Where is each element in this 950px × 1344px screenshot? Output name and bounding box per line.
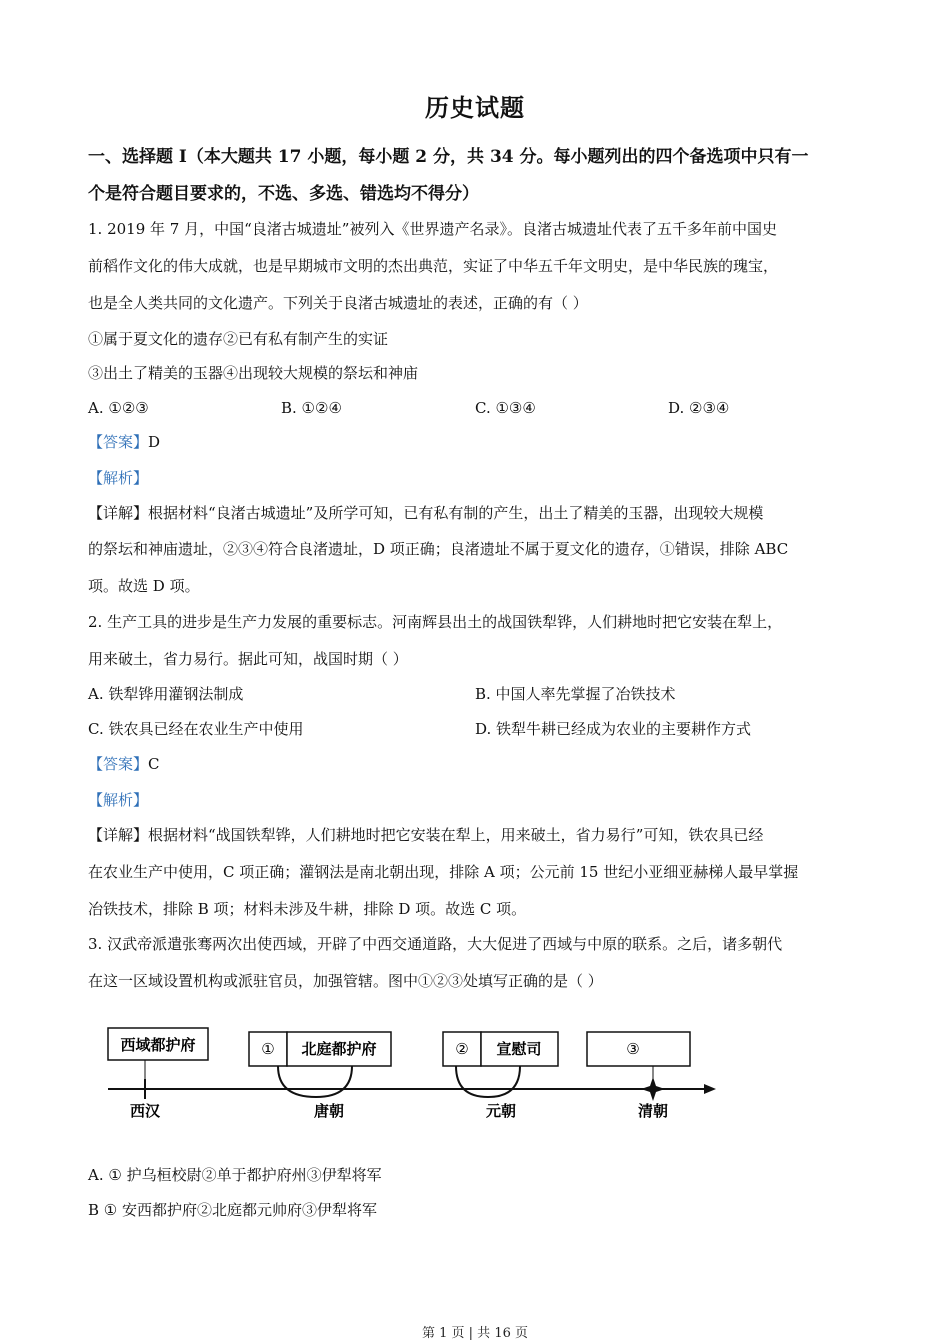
era-label-xihan: 西汉 [129,1102,161,1120]
answer-value: D [148,433,161,451]
q1-stem-line: 前稻作文化的伟大成就，也是早期城市文明的杰出典范，实证了中华五千年文明史，是中华民族的瑰宝， [88,257,779,275]
analysis-tag: 【解析】 [88,791,149,809]
section-heading-line-1: 一、选择题 I（本大题共 17 小题，每小题 2 分，共 34 分。每小题列出的四个备选项中只有一 [88,147,809,167]
blank-2-label: ② [455,1040,469,1058]
qing-star-marker [641,1077,665,1101]
era-label-qing: 清朝 [637,1102,669,1120]
q1-detail-line: 的祭坛和神庙遗址，②③④符合良渚遗址，D 项正确；良渚遗址不属于夏文化的遗存，①错误，排除 ABC [88,540,789,558]
q2-option-c: C. 铁农具已经在农业生产中使用 [88,720,304,738]
q1-detail-line [88,502,868,524]
answer-tag: 【答案】 [88,755,149,773]
q1-statement-line: ①属于夏文化的遗存②已有私有制产生的实证 [88,330,389,348]
answer-tag: 【答案】 [88,433,149,451]
q1-option-d: D. ②③④ [668,399,730,417]
yuan-bracket [456,1066,520,1097]
q2-detail-line [88,824,868,846]
q2-answer [88,753,868,775]
blank-3-label: ③ [626,1040,640,1058]
answer-value: C [148,755,160,773]
section-heading-line-2: 个是符合题目要求的，不选、多选、错选均不得分） [88,184,479,204]
q2-stem-line: 2. 生产工具的进步是生产力发展的重要标志。河南辉县出土的战国铁犁铧，人们耕地时把它安装在犁上， [88,613,783,631]
timeline-diagram [0,1015,950,1125]
analysis-tag: 【解析】 [88,469,149,487]
blank-1-label: ① [261,1040,275,1058]
q2-option-a: A. 铁犁铧用灌钢法制成 [88,685,244,703]
timeline-arrow [704,1084,716,1094]
q2-option-d: D. 铁犁牛耕已经成为农业的主要耕作方式 [475,720,752,738]
q2-stem-line: 用来破土，省力易行。据此可知，战国时期（ ） [88,650,408,668]
q1-option-c: C. ①③④ [475,399,536,417]
box-xuanwei-label: 宣慰司 [496,1040,542,1058]
page-footer: 第 1 页 | 共 16 页 [422,1326,528,1341]
q3-stem-line: 在这一区域设置机构或派驻官员，加强管辖。图中①②③处填写正确的是（ ） [88,972,603,990]
q2-detail-line: 冶铁技术，排除 B 项；材料未涉及牛耕，排除 D 项。故选 C 项。 [88,900,527,918]
q2-option-b: B. 中国人率先掌握了冶铁技术 [475,685,676,703]
detail-text: 根据材料“良渚古城遗址”及所学可知，已有私有制的产生，出土了精美的玉器，出现较大规模 [148,504,764,522]
era-label-tang: 唐朝 [313,1102,345,1120]
q2-detail-line: 在农业生产中使用，C 项正确；灌钢法是南北朝出现，排除 A 项；公元前 15 世纪小亚细亚赫梯人最早掌握 [88,863,799,881]
q3-option-b: B ① 安西都护府②北庭都元帅府③伊犁将军 [88,1201,378,1219]
q2-analysis-tag [88,789,868,811]
q1-answer [88,431,868,453]
q1-statement-line: ③出土了精美的玉器④出现较大规模的祭坛和神庙 [88,364,419,382]
detail-tag: 【详解】 [88,826,149,844]
detail-tag: 【详解】 [88,504,149,522]
q1-option-a: A. ①②③ [88,399,149,417]
box-xiyu-label: 西域都护府 [120,1036,196,1054]
q1-stem-line: 也是全人类共同的文化遗产。下列关于良渚古城遗址的表述，正确的有（ ） [88,294,588,312]
q1-analysis-tag [88,467,868,489]
q3-option-a: A. ① 护乌桓校尉②单于都护府州③伊犁将军 [88,1166,382,1184]
q1-option-b: B. ①②④ [281,399,342,417]
page-title: 历史试题 [425,93,525,122]
q1-detail-line: 项。故选 D 项。 [88,577,200,595]
tang-bracket [278,1066,352,1097]
era-label-yuan: 元朝 [485,1102,517,1120]
q3-stem-line: 3. 汉武帝派遣张骞两次出使西域，开辟了中西交通道路，大大促进了西域与中原的联系。之后，诸多朝代 [88,935,783,953]
detail-text: 根据材料“战国铁犁铧，人们耕地时把它安装在犁上，用来破土，省力易行”可知，铁农具已经 [148,826,764,844]
box-beiting-label: 北庭都护府 [301,1040,377,1058]
q1-stem-line: 1. 2019 年 7 月，中国“良渚古城遗址”被列入《世界遗产名录》。良渚古城遗址代表了五千多年前中国史 [88,220,777,238]
